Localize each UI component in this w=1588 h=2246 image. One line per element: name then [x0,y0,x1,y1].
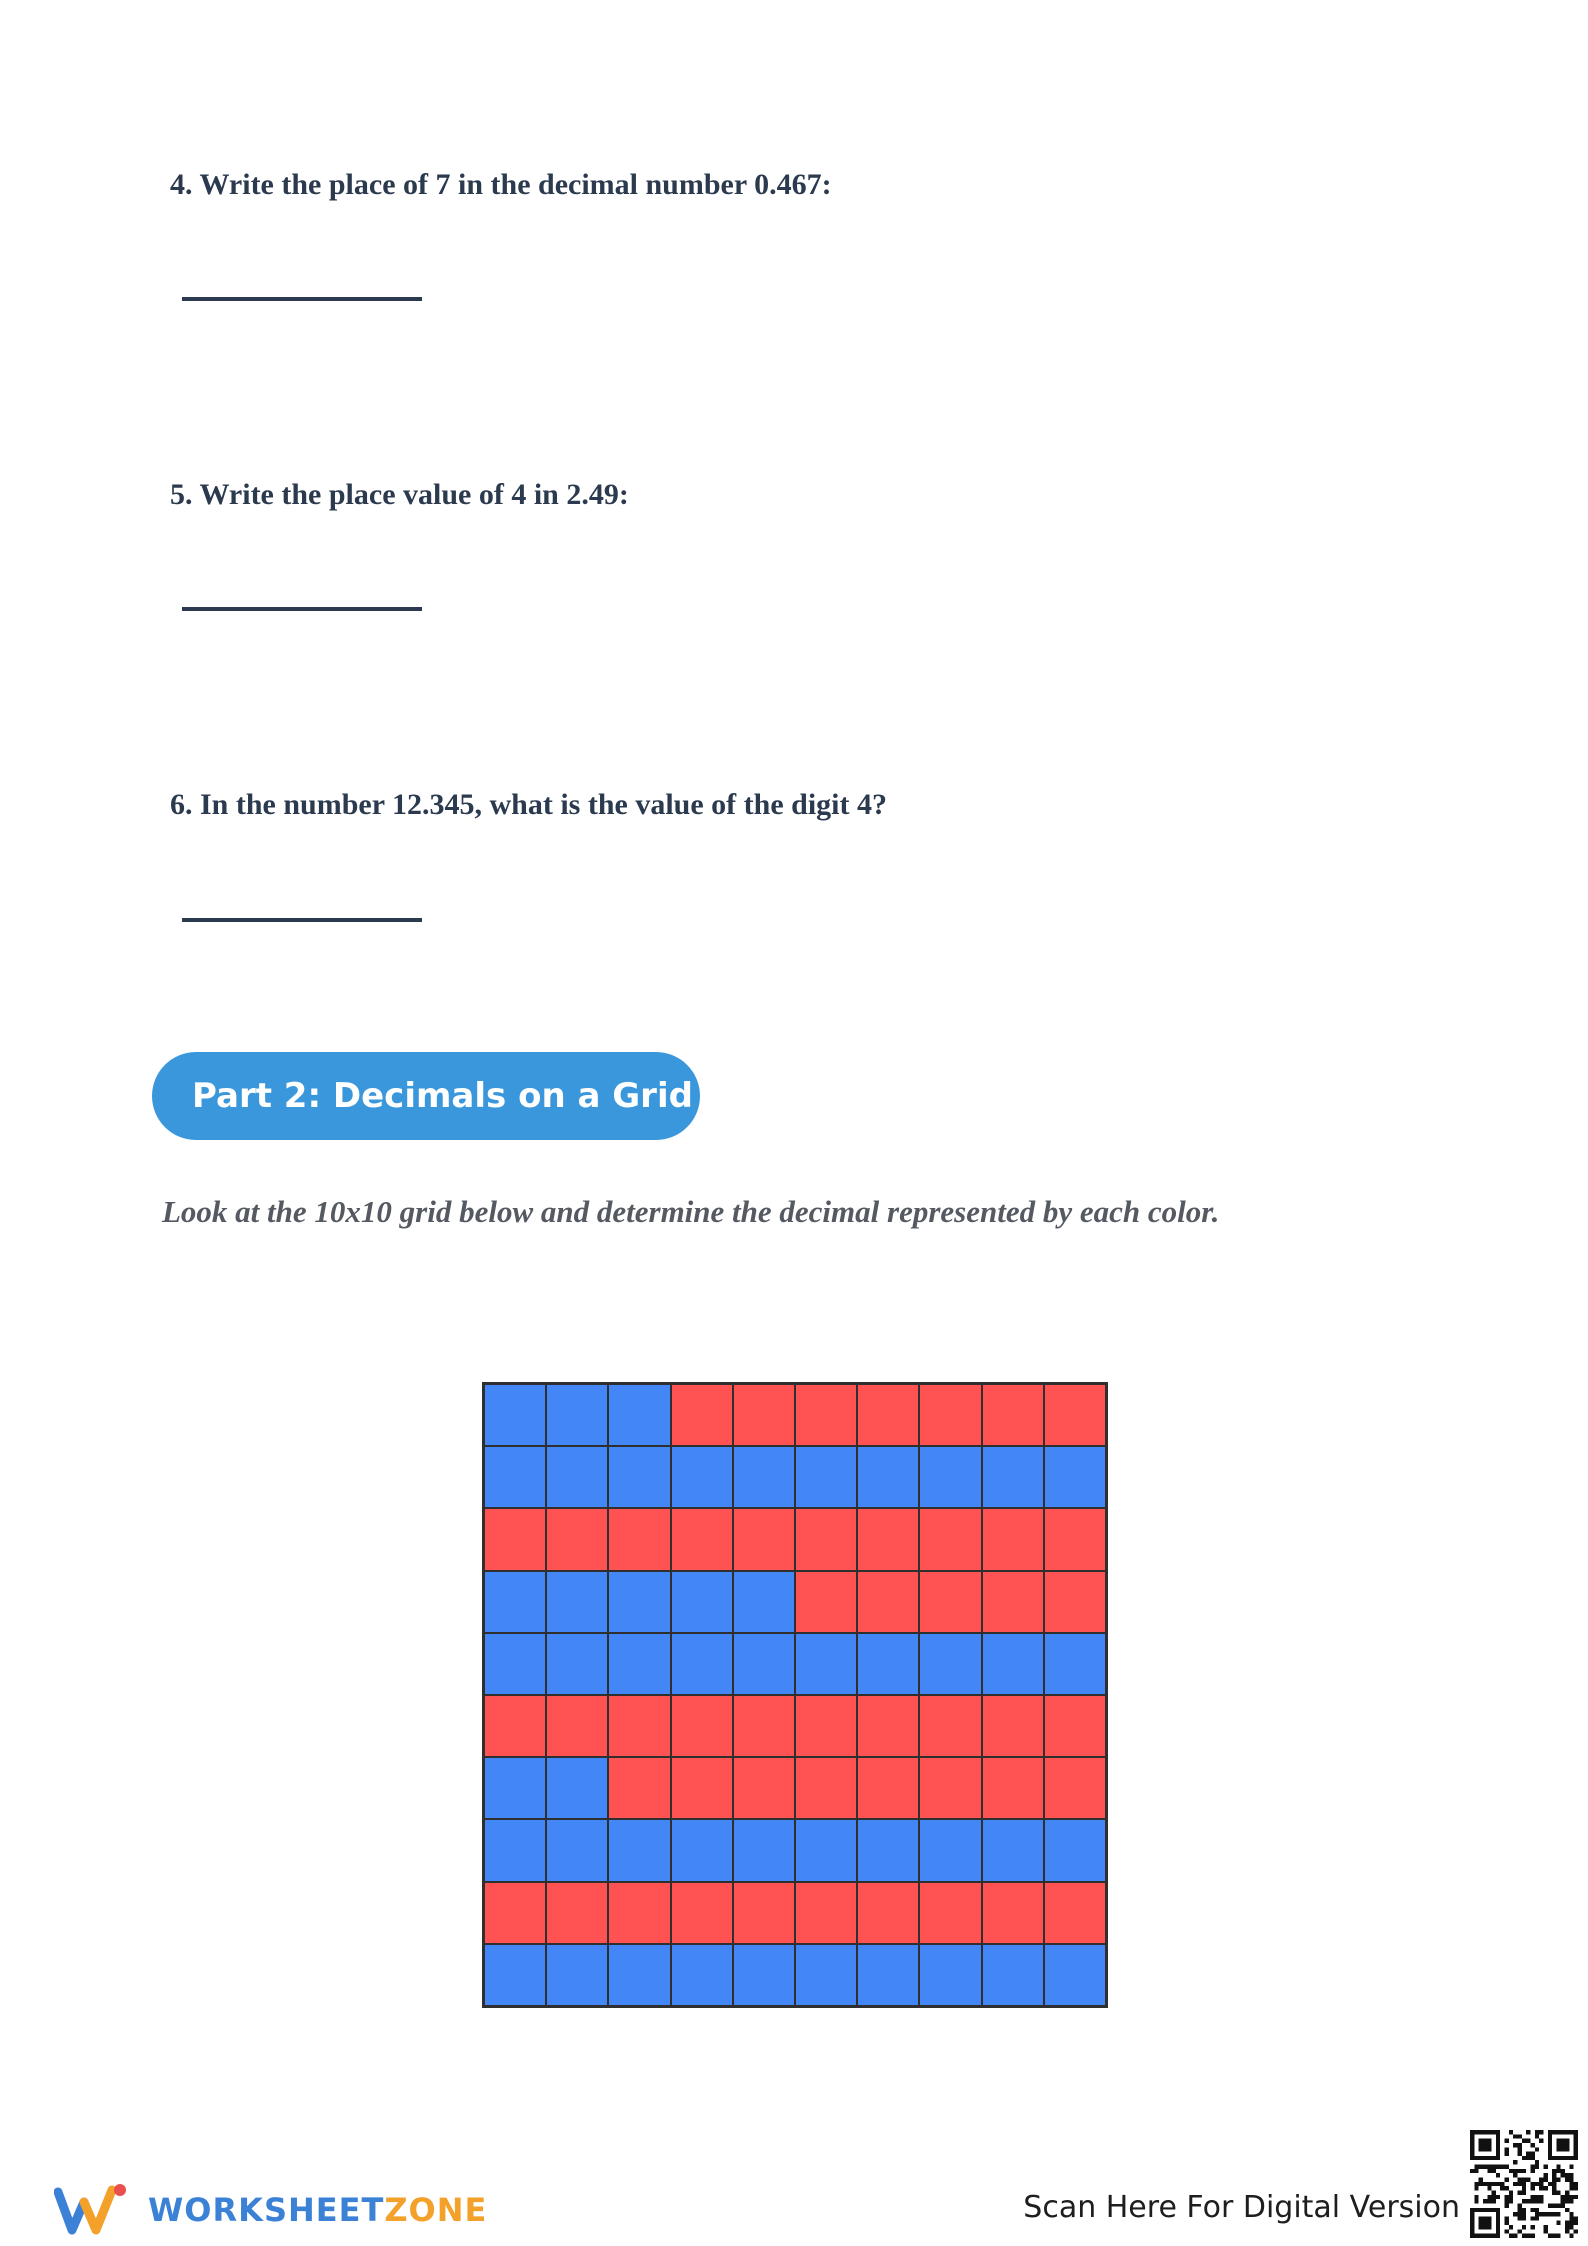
grid-cell [672,1572,732,1632]
question-4: 4. Write the place of 7 in the decimal number 0.467: [170,168,832,201]
grid-cell [983,1945,1043,2005]
grid-cell [983,1447,1043,1507]
grid-cell [609,1696,669,1756]
grid-cell [485,1883,545,1943]
grid-cell [920,1696,980,1756]
grid-cell [920,1883,980,1943]
grid-cell [920,1447,980,1507]
grid-cell [547,1572,607,1632]
answer-line-5 [182,607,422,611]
grid-cell [796,1820,856,1880]
grid-cell [1045,1696,1105,1756]
grid-cell [920,1945,980,2005]
grid-cell [1045,1820,1105,1880]
brand-name-part1: WORKSHEET [148,2191,385,2229]
part-2-heading [152,1052,700,1140]
grid-cell [672,1634,732,1694]
grid-cell [609,1758,669,1818]
grid-cell [485,1945,545,2005]
grid-cell [858,1696,918,1756]
grid-cell [1045,1447,1105,1507]
grid-cell [796,1509,856,1569]
grid-cell [609,1509,669,1569]
grid-cell [983,1758,1043,1818]
grid-cell [796,1945,856,2005]
grid-cell [1045,1385,1105,1445]
grid-cell [920,1634,980,1694]
grid-cell [547,1820,607,1880]
grid-cell [734,1572,794,1632]
grid-cell [734,1634,794,1694]
grid-cell [609,1945,669,2005]
grid-cell [547,1696,607,1756]
grid-cell [858,1572,918,1632]
grid-cell [547,1385,607,1445]
grid-cell [983,1634,1043,1694]
grid-cell [734,1820,794,1880]
grid-cell [547,1447,607,1507]
grid-cell [609,1820,669,1880]
grid-cell [609,1883,669,1943]
grid-cell [672,1945,732,2005]
grid-cell [858,1945,918,2005]
grid-cell [858,1509,918,1569]
grid-cell [672,1820,732,1880]
grid-cell [734,1758,794,1818]
grid-cell [485,1696,545,1756]
grid-instruction: Look at the 10x10 grid below and determine the decimal represented by each color. [162,1194,1220,1229]
grid-cell [983,1696,1043,1756]
grid-cell [983,1385,1043,1445]
grid-cell [858,1820,918,1880]
grid-cell [734,1696,794,1756]
question-5: 5. Write the place value of 4 in 2.49: [170,478,629,511]
grid-cell [609,1385,669,1445]
grid-cell [796,1634,856,1694]
grid-cell [547,1883,607,1943]
grid-cell [920,1385,980,1445]
grid-cell [672,1509,732,1569]
grid-cell [734,1509,794,1569]
grid-cell [920,1758,980,1818]
qr-code-icon[interactable] [1470,2130,1578,2238]
grid-cell [672,1696,732,1756]
grid-cell [734,1447,794,1507]
grid-cell [1045,1572,1105,1632]
grid-cell [983,1509,1043,1569]
grid-cell [547,1509,607,1569]
grid-cell [1045,1945,1105,2005]
grid-cell [858,1385,918,1445]
grid-cell [920,1509,980,1569]
grid-cell [547,1634,607,1694]
grid-cell [796,1883,856,1943]
grid-cell [609,1634,669,1694]
scan-here-text: Scan Here For Digital Version [1023,2190,1460,2225]
grid-cell [920,1820,980,1880]
worksheetzone-logo-icon [54,2182,134,2238]
part-2-title: Part 2: Decimals on a Grid [192,1076,693,1116]
grid-cell [858,1758,918,1818]
grid-cell [734,1385,794,1445]
grid-cell [672,1447,732,1507]
grid-cell [1045,1634,1105,1694]
grid-cell [796,1758,856,1818]
grid-cell [1045,1758,1105,1818]
grid-cell [858,1447,918,1507]
brand-name-part2: ZONE [384,2191,488,2229]
grid-cell [734,1883,794,1943]
answer-line-6 [182,918,422,922]
grid-cell [485,1572,545,1632]
grid-cell [796,1696,856,1756]
grid-cell [485,1634,545,1694]
grid-cell [547,1945,607,2005]
grid-cell [983,1820,1043,1880]
grid-cell [734,1945,794,2005]
brand-name [148,2191,487,2229]
grid-cell [796,1447,856,1507]
grid-cell [485,1385,545,1445]
grid-cell [983,1883,1043,1943]
grid-cell [1045,1883,1105,1943]
grid-cell [983,1572,1043,1632]
grid-cell [796,1572,856,1632]
answer-line-4 [182,297,422,301]
grid-cell [796,1385,856,1445]
grid-cell [609,1447,669,1507]
grid-cell [485,1820,545,1880]
grid-cell [485,1509,545,1569]
grid-cell [485,1758,545,1818]
grid-cell [672,1883,732,1943]
grid-cell [1045,1509,1105,1569]
grid-cell [672,1758,732,1818]
decimal-grid [482,1382,1108,2008]
grid-cell [485,1447,545,1507]
grid-cell [609,1572,669,1632]
grid-cell [920,1572,980,1632]
grid-cell [672,1385,732,1445]
grid-cell [547,1758,607,1818]
question-6: 6. In the number 12.345, what is the value of the digit 4? [170,788,887,821]
worksheetzone-logo [54,2182,487,2238]
grid-cell [858,1883,918,1943]
grid-cell [858,1634,918,1694]
